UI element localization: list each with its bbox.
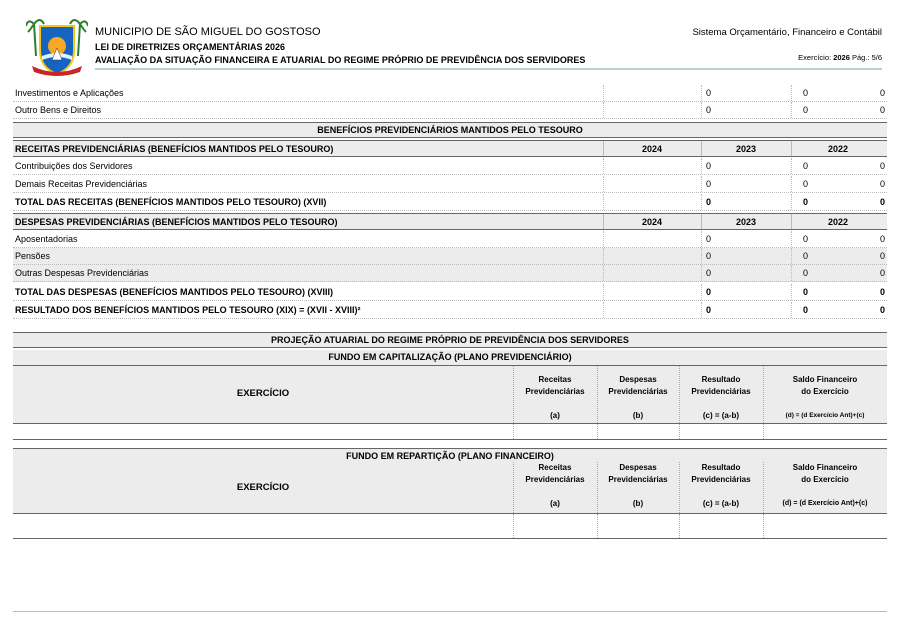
col-subtitle: Previdenciárias: [691, 475, 751, 484]
table-row: [13, 158, 887, 175]
value-2022: 0: [879, 105, 885, 115]
page-number: Pág.: 5/6: [851, 53, 882, 62]
exercise-label: Exercício:: [798, 53, 832, 62]
year-2023: 2023: [735, 144, 757, 154]
col-title: Saldo Financeiro: [792, 375, 858, 384]
value-2022: 0: [879, 268, 885, 278]
col-subtitle: Previdenciárias: [608, 387, 668, 396]
row-label: Demais Receitas Previdenciárias: [15, 179, 148, 189]
tesouro-section-title: BENEFÍCIOS PREVIDENCIÁRIOS MANTIDOS PELO TESOURO: [13, 122, 887, 138]
capitalizacao-header: [13, 366, 887, 424]
value-2022: 0: [879, 287, 885, 297]
col-subtitle: Previdenciárias: [525, 387, 585, 396]
value-2024: 0: [705, 287, 711, 297]
value-2024: 0: [705, 179, 711, 189]
col-formula: (b): [632, 411, 644, 420]
row-label: Pensões: [15, 251, 51, 261]
col-receitas: [513, 374, 597, 424]
col-despesas: [597, 374, 679, 424]
col-subtitle: Previdenciárias: [525, 475, 585, 484]
col-title: Saldo Financeiro: [792, 463, 858, 472]
row-label: Contribuições dos Servidores: [15, 161, 133, 171]
col-title: Resultado: [701, 463, 741, 472]
receitas-header-label: RECEITAS PREVIDENCIÁRIAS (BENEFÍCIOS MANTIDOS PELO TESOURO): [15, 144, 334, 154]
projection-title: PROJEÇÃO ATUARIAL DO REGIME PRÓPRIO DE PREVIDÊNCIA DOS SERVIDORES: [13, 332, 887, 348]
col-subtitle: do Exercício: [801, 475, 849, 484]
col-title: Despesas: [619, 375, 657, 384]
report-header: [0, 0, 900, 80]
exercicio-label: EXERCÍCIO: [236, 482, 290, 493]
despesas-header: [13, 213, 887, 230]
system-name: Sistema Orçamentário, Financeiro e Contábil: [692, 27, 882, 38]
col-formula: (a): [550, 411, 560, 420]
row-label: Aposentadorias: [15, 234, 78, 244]
col-formula: (c) = (a-b): [702, 499, 740, 508]
col-formula: (a): [550, 499, 560, 508]
header-divider: [95, 68, 882, 70]
receitas-header: [13, 140, 887, 157]
row-label: TOTAL DAS DESPESAS (BENEFÍCIOS MANTIDOS PELO TESOURO) (XVIII): [15, 287, 334, 297]
row-label: RESULTADO DOS BENEFÍCIOS MANTIDOS PELO TESOURO (XIX) = (XVII - XVIII)²: [15, 305, 361, 315]
municipal-crest-icon: [26, 16, 88, 78]
value-2023: 0: [802, 161, 808, 171]
year-2022: 2022: [827, 217, 849, 227]
table-row: [13, 302, 887, 319]
col-despesas: [597, 462, 679, 512]
reparticao-title: FUNDO EM REPARTIÇÃO (PLANO FINANCEIRO): [13, 448, 887, 463]
year-2024: 2024: [641, 217, 663, 227]
value-2023: 0: [802, 268, 808, 278]
value-2023: 0: [802, 234, 808, 244]
value-2024: 0: [705, 251, 711, 261]
exercise-year: 2026: [833, 53, 850, 62]
table-row: [13, 265, 887, 282]
year-2024: 2024: [641, 144, 663, 154]
ldo-title: LEI DE DIRETRIZES ORÇAMENTÁRIAS 2026: [95, 42, 286, 52]
col-subtitle: Previdenciárias: [608, 475, 668, 484]
value-2023: 0: [802, 179, 808, 189]
reparticao-data-row: [13, 514, 887, 539]
value-2022: 0: [879, 305, 885, 315]
table-row: [13, 85, 887, 102]
col-resultado: [679, 374, 763, 424]
value-2024: 0: [705, 268, 711, 278]
year-2022: 2022: [827, 144, 849, 154]
value-2023: 0: [802, 197, 808, 207]
col-formula: (c) = (a-b): [702, 411, 740, 420]
value-2022: 0: [879, 234, 885, 244]
col-title: Receitas: [538, 375, 572, 384]
row-label: TOTAL DAS RECEITAS (BENEFÍCIOS MANTIDOS PELO TESOURO) (XVII): [15, 197, 327, 207]
exercicio-label: EXERCÍCIO: [236, 388, 290, 399]
col-saldo: [763, 374, 887, 424]
table-row: [13, 102, 887, 119]
value-2022: 0: [879, 161, 885, 171]
value-2022: 0: [879, 179, 885, 189]
footer-divider: [13, 611, 887, 612]
value-2022: 0: [879, 88, 885, 98]
despesas-header-label: DESPESAS PREVIDENCIÁRIAS (BENEFÍCIOS MANTIDOS PELO TESOURO): [15, 217, 338, 227]
col-subtitle: Previdenciárias: [691, 387, 751, 396]
value-2024: 0: [705, 234, 711, 244]
col-resultado: [679, 462, 763, 512]
municipality-name: MUNICIPIO DE SÃO MIGUEL DO GOSTOSO: [95, 26, 321, 38]
value-2022: 0: [879, 197, 885, 207]
col-receitas: [513, 462, 597, 512]
col-saldo: [763, 462, 887, 512]
col-formula: (d) = (d Exercício Ant)+(c): [785, 412, 865, 419]
value-2024: 0: [705, 161, 711, 171]
value-2022: 0: [879, 251, 885, 261]
row-label: Outro Bens e Direitos: [15, 105, 102, 115]
col-title: Despesas: [619, 463, 657, 472]
table-row: [13, 248, 887, 265]
value-2023: 0: [802, 251, 808, 261]
col-title: Receitas: [538, 463, 572, 472]
value-2023: 0: [802, 88, 808, 98]
value-2024: 0: [705, 305, 711, 315]
capitalizacao-title: FUNDO EM CAPITALIZAÇÃO (PLANO PREVIDENCIÁRIO): [13, 350, 887, 366]
table-row: [13, 231, 887, 248]
value-2023: 0: [802, 105, 808, 115]
table-row: [13, 176, 887, 193]
value-2024: 0: [705, 197, 711, 207]
year-2023: 2023: [735, 217, 757, 227]
capitalizacao-data-row: [13, 424, 887, 440]
value-2024: 0: [705, 105, 711, 115]
value-2024: 0: [705, 88, 711, 98]
value-2023: 0: [802, 305, 808, 315]
exercise-info: [798, 53, 882, 62]
row-label: Outras Despesas Previdenciárias: [15, 268, 149, 278]
report-title: AVALIAÇÃO DA SITUAÇÃO FINANCEIRA E ATUARIAL DO REGIME PRÓPRIO DE PREVIDÊNCIA DOS SERVIDORES: [95, 55, 586, 65]
table-row: [13, 194, 887, 211]
row-label: Investimentos e Aplicações: [15, 88, 124, 98]
value-2023: 0: [802, 287, 808, 297]
col-formula: (b): [632, 499, 644, 508]
col-title: Resultado: [701, 375, 741, 384]
table-row: [13, 284, 887, 301]
reparticao-header: [13, 462, 887, 514]
col-formula: (d) = (d Exercício Ant)+(c): [782, 500, 868, 507]
col-subtitle: do Exercício: [801, 387, 849, 396]
